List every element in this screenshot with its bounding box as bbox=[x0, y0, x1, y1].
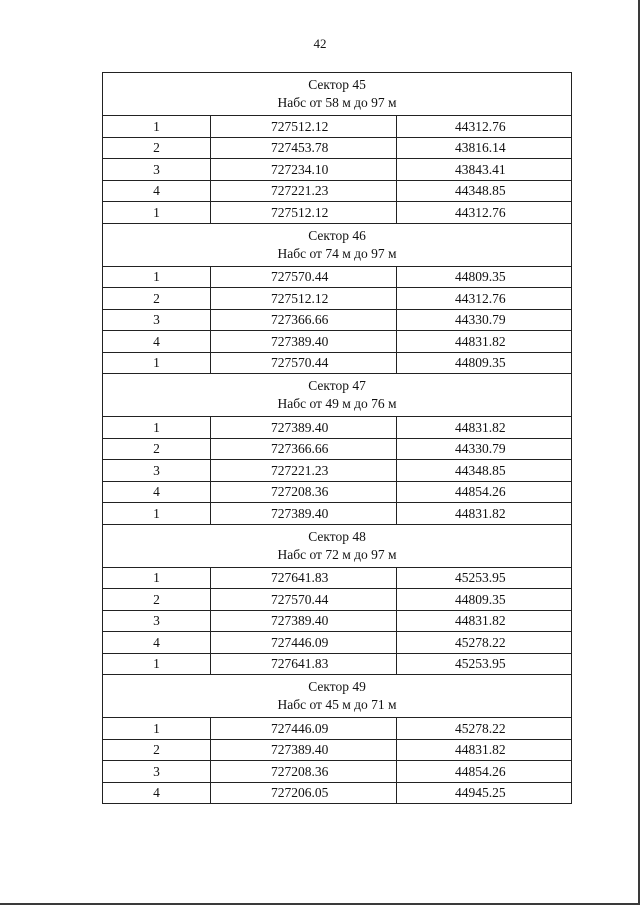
x-coordinate-cell: 727453.78 bbox=[211, 137, 397, 159]
y-coordinate-cell: 44854.26 bbox=[397, 761, 572, 783]
sector-depth-range: Набс от 72 м до 97 м bbox=[277, 546, 397, 562]
y-coordinate-cell: 44348.85 bbox=[397, 180, 572, 202]
table-row bbox=[103, 116, 572, 138]
point-number-cell: 1 bbox=[103, 417, 211, 439]
x-coordinate-cell: 727221.23 bbox=[211, 460, 397, 482]
page-number: 42 bbox=[313, 36, 327, 51]
sector-title: Сектор 45 bbox=[308, 77, 366, 93]
table-row bbox=[103, 653, 572, 675]
point-number-cell: 2 bbox=[103, 288, 211, 310]
sector-header bbox=[103, 223, 572, 266]
y-coordinate-cell: 43843.41 bbox=[397, 159, 572, 181]
table-row bbox=[103, 438, 572, 460]
sector-header-row bbox=[103, 73, 572, 116]
table-row bbox=[103, 417, 572, 439]
table-row bbox=[103, 782, 572, 804]
table-row bbox=[103, 266, 572, 288]
point-number-cell: 2 bbox=[103, 739, 211, 761]
y-coordinate-cell: 44831.82 bbox=[397, 417, 572, 439]
x-coordinate-cell: 727389.40 bbox=[211, 503, 397, 525]
sector-header bbox=[103, 73, 572, 116]
x-coordinate-cell: 727512.12 bbox=[211, 288, 397, 310]
y-coordinate-cell: 44945.25 bbox=[397, 782, 572, 804]
x-coordinate-cell: 727446.09 bbox=[211, 718, 397, 740]
x-coordinate-cell: 727206.05 bbox=[211, 782, 397, 804]
sector-depth-range: Набс от 58 м до 97 м bbox=[277, 95, 397, 110]
point-number-cell: 3 bbox=[103, 460, 211, 482]
x-coordinate-cell: 727208.36 bbox=[211, 481, 397, 503]
table-row bbox=[103, 202, 572, 224]
y-coordinate-cell: 44809.35 bbox=[397, 266, 572, 288]
table-row bbox=[103, 180, 572, 202]
point-number-cell: 1 bbox=[103, 202, 211, 224]
point-number-cell: 1 bbox=[103, 653, 211, 675]
sector-header-row bbox=[103, 524, 572, 567]
x-coordinate-cell: 727221.23 bbox=[211, 180, 397, 202]
y-coordinate-cell: 44348.85 bbox=[397, 460, 572, 482]
point-number-cell: 4 bbox=[103, 331, 211, 353]
point-number-cell: 1 bbox=[103, 503, 211, 525]
sector-title: Сектор 48 bbox=[308, 528, 366, 544]
table-row bbox=[103, 503, 572, 525]
sector-header bbox=[103, 524, 572, 567]
x-coordinate-cell: 727570.44 bbox=[211, 352, 397, 374]
table-row bbox=[103, 632, 572, 654]
coordinates-table-body bbox=[103, 73, 572, 804]
sector-title: Сектор 49 bbox=[308, 679, 366, 695]
table-row bbox=[103, 761, 572, 783]
x-coordinate-cell: 727512.12 bbox=[211, 116, 397, 138]
y-coordinate-cell: 44330.79 bbox=[397, 309, 572, 331]
table-row bbox=[103, 718, 572, 740]
x-coordinate-cell: 727366.66 bbox=[211, 438, 397, 460]
table-row bbox=[103, 352, 572, 374]
point-number-cell: 4 bbox=[103, 782, 211, 804]
point-number-cell: 3 bbox=[103, 610, 211, 632]
x-coordinate-cell: 727512.12 bbox=[211, 202, 397, 224]
sector-depth-range: Набс от 45 м до 71 м bbox=[277, 697, 397, 712]
point-number-cell: 3 bbox=[103, 309, 211, 331]
point-number-cell: 3 bbox=[103, 159, 211, 181]
sector-header bbox=[103, 374, 572, 417]
table-row bbox=[103, 481, 572, 503]
y-coordinate-cell: 44831.82 bbox=[397, 739, 572, 761]
y-coordinate-cell: 44330.79 bbox=[397, 438, 572, 460]
point-number-cell: 2 bbox=[103, 137, 211, 159]
table-row bbox=[103, 309, 572, 331]
y-coordinate-cell: 44809.35 bbox=[397, 589, 572, 611]
point-number-cell: 3 bbox=[103, 761, 211, 783]
table-row bbox=[103, 288, 572, 310]
x-coordinate-cell: 727641.83 bbox=[211, 567, 397, 589]
y-coordinate-cell: 44312.76 bbox=[397, 288, 572, 310]
table-row bbox=[103, 331, 572, 353]
x-coordinate-cell: 727641.83 bbox=[211, 653, 397, 675]
y-coordinate-cell: 44831.82 bbox=[397, 503, 572, 525]
table-row bbox=[103, 460, 572, 482]
point-number-cell: 1 bbox=[103, 352, 211, 374]
x-coordinate-cell: 727389.40 bbox=[211, 610, 397, 632]
y-coordinate-cell: 44854.26 bbox=[397, 481, 572, 503]
sector-header-row bbox=[103, 374, 572, 417]
point-number-cell: 4 bbox=[103, 180, 211, 202]
point-number-cell: 1 bbox=[103, 266, 211, 288]
table-row bbox=[103, 739, 572, 761]
x-coordinate-cell: 727446.09 bbox=[211, 632, 397, 654]
y-coordinate-cell: 45278.22 bbox=[397, 632, 572, 654]
point-number-cell: 1 bbox=[103, 718, 211, 740]
sector-header-row bbox=[103, 675, 572, 718]
x-coordinate-cell: 727208.36 bbox=[211, 761, 397, 783]
point-number-cell: 2 bbox=[103, 589, 211, 611]
point-number-cell: 1 bbox=[103, 567, 211, 589]
sector-header-row bbox=[103, 223, 572, 266]
y-coordinate-cell: 44809.35 bbox=[397, 352, 572, 374]
table-row bbox=[103, 567, 572, 589]
table-row bbox=[103, 610, 572, 632]
x-coordinate-cell: 727389.40 bbox=[211, 417, 397, 439]
y-coordinate-cell: 44831.82 bbox=[397, 610, 572, 632]
point-number-cell: 2 bbox=[103, 438, 211, 460]
point-number-cell: 4 bbox=[103, 632, 211, 654]
x-coordinate-cell: 727234.10 bbox=[211, 159, 397, 181]
y-coordinate-cell: 45253.95 bbox=[397, 567, 572, 589]
table-row bbox=[103, 159, 572, 181]
table-row bbox=[103, 137, 572, 159]
y-coordinate-cell: 44831.82 bbox=[397, 331, 572, 353]
x-coordinate-cell: 727389.40 bbox=[211, 331, 397, 353]
sector-depth-range: Набс от 74 м до 97 м bbox=[277, 245, 397, 261]
x-coordinate-cell: 727570.44 bbox=[211, 266, 397, 288]
y-coordinate-cell: 44312.76 bbox=[397, 116, 572, 138]
coordinates-table bbox=[102, 72, 572, 804]
y-coordinate-cell: 44312.76 bbox=[397, 202, 572, 224]
y-coordinate-cell: 45278.22 bbox=[397, 718, 572, 740]
point-number-cell: 1 bbox=[103, 116, 211, 138]
y-coordinate-cell: 43816.14 bbox=[397, 137, 572, 159]
sector-title: Сектор 46 bbox=[308, 227, 366, 243]
x-coordinate-cell: 727570.44 bbox=[211, 589, 397, 611]
sector-depth-range: Набс от 49 м до 76 м bbox=[277, 396, 397, 411]
table-row bbox=[103, 589, 572, 611]
x-coordinate-cell: 727389.40 bbox=[211, 739, 397, 761]
x-coordinate-cell: 727366.66 bbox=[211, 309, 397, 331]
y-coordinate-cell: 45253.95 bbox=[397, 653, 572, 675]
sector-title: Сектор 47 bbox=[308, 378, 366, 394]
sector-header bbox=[103, 675, 572, 718]
point-number-cell: 4 bbox=[103, 481, 211, 503]
